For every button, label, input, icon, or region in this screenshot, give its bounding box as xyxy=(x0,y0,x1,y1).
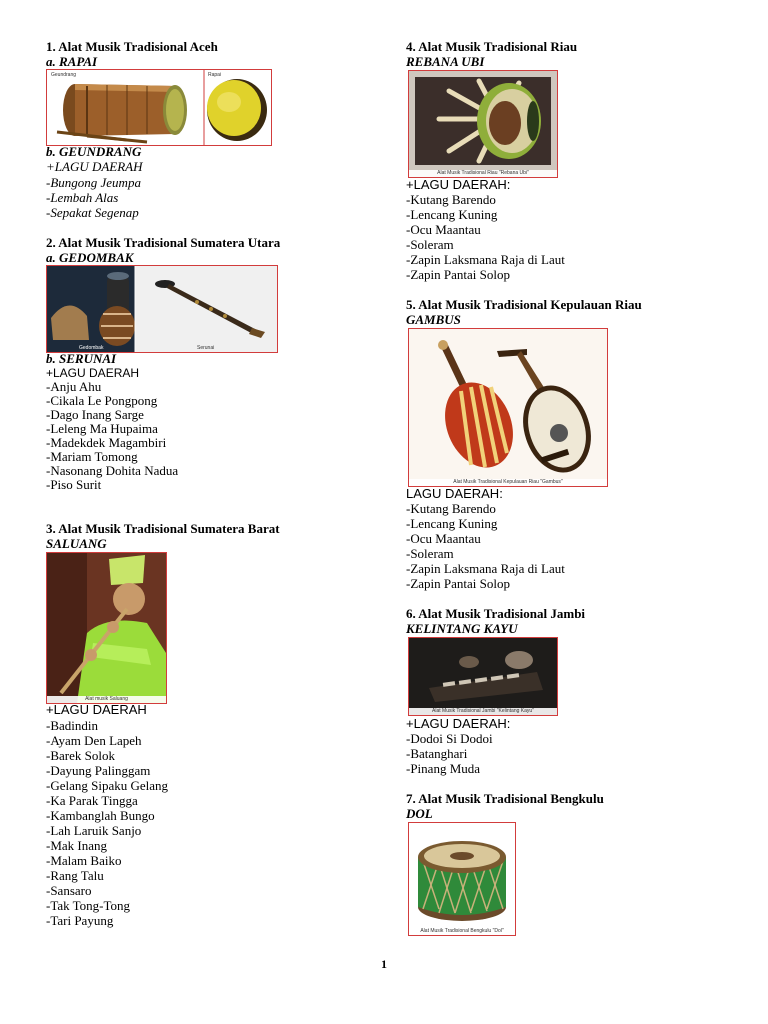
song-item: -Bungong Jeumpa xyxy=(46,175,141,190)
rebana-ubi-image xyxy=(408,70,558,178)
song-item: -Lah Laruik Sanjo xyxy=(46,823,142,838)
saluang-player-illustration xyxy=(47,553,166,703)
song-item: -Soleram xyxy=(406,546,454,561)
rebana-ubi-illustration xyxy=(409,71,557,177)
gambus-striped-shape xyxy=(433,340,525,478)
song-item: -Ocu Maantau xyxy=(406,222,481,237)
lagu-daerah-label: +LAGU DAERAH: xyxy=(406,716,511,731)
kelintang-kayu-caption: Alat Musik Tradisional Jambi "Kelintang Kayu" xyxy=(409,708,557,715)
gambus-white-shape xyxy=(497,349,599,478)
song-item: -Mak Inang xyxy=(46,838,108,853)
geundrang-drum-shape xyxy=(57,84,187,142)
song-item: -Zapin Laksmana Raja di Laut xyxy=(406,561,565,576)
lagu-daerah-label: +LAGU DAERAH xyxy=(46,159,143,174)
song-item: -Cikala Le Pongpong xyxy=(46,393,158,408)
song-item: -Zapin Pantai Solop xyxy=(406,267,510,282)
serunai-label: Serunai xyxy=(197,345,215,351)
song-item: -Ka Parak Tingga xyxy=(46,793,138,808)
song-item: -Badindin xyxy=(46,718,98,733)
section-heading-jambi: 6. Alat Musik Tradisional Jambi xyxy=(406,606,586,621)
instrument-title-gedombak: a. GEDOMBAK xyxy=(46,250,134,265)
instrument-title-rebana-ubi: REBANA UBI xyxy=(406,54,485,69)
lagu-daerah-label: +LAGU DAERAH xyxy=(46,366,140,380)
kelintang-kayu-image xyxy=(408,637,558,716)
song-item: -Zapin Laksmana Raja di Laut xyxy=(406,252,565,267)
sumatera-utara-instruments-image xyxy=(46,265,278,353)
gedombak-serunai-illustration xyxy=(47,266,277,352)
geundrang-rapai-illustration xyxy=(47,70,271,145)
song-item: -Ocu Maantau xyxy=(406,531,481,546)
song-item: -Sepakat Segenap xyxy=(46,205,139,220)
gambus-illustration xyxy=(409,329,607,486)
instrument-title-rapai: a. RAPAI xyxy=(46,54,98,69)
rapai-drum-shape xyxy=(207,79,267,141)
instrument-title-serunai: b. SERUNAI xyxy=(46,351,117,366)
gedombak-label: Gedombak xyxy=(79,345,104,351)
gambus-caption: Alat Musik Tradisional Kepulauan Riau "Gambus" xyxy=(409,479,607,486)
instrument-title-gambus: GAMBUS xyxy=(406,312,461,327)
lagu-daerah-label: LAGU DAERAH: xyxy=(406,486,503,501)
rapai-label: Rapai xyxy=(208,72,222,78)
dol-illustration xyxy=(409,823,515,935)
song-item: -Lencang Kuning xyxy=(406,207,498,222)
song-item: -Gelang Sipaku Gelang xyxy=(46,778,169,793)
song-item: -Madekdek Magambiri xyxy=(46,435,167,450)
song-item: -Rang Talu xyxy=(46,868,104,883)
song-item: -Dago Inang Sarge xyxy=(46,407,144,422)
song-item: -Ayam Den Lapeh xyxy=(46,733,142,748)
song-item: -Malam Baiko xyxy=(46,853,122,868)
section-heading-sumatera-barat: 3. Alat Musik Tradisional Sumatera Barat xyxy=(46,521,280,536)
dol-image xyxy=(408,822,516,936)
song-item: -Anju Ahu xyxy=(46,379,102,394)
song-item: -Piso Surit xyxy=(46,477,102,492)
song-item: -Leleng Ma Hupaima xyxy=(46,421,158,436)
song-item: -Mariam Tomong xyxy=(46,449,138,464)
section-heading-sumatera-utara: 2. Alat Musik Tradisional Sumatera Utara xyxy=(46,235,281,250)
song-item: -Kutang Barendo xyxy=(406,192,496,207)
rebana-ubi-drum-shape xyxy=(439,81,541,161)
section-heading-aceh: 1. Alat Musik Tradisional Aceh xyxy=(46,39,218,54)
instrument-title-saluang: SALUANG xyxy=(46,536,107,551)
instrument-title-dol: DOL xyxy=(406,806,433,821)
song-item: -Tari Payung xyxy=(46,913,114,928)
instrument-title-geundrang: b. GEUNDRANG xyxy=(46,144,142,159)
page-number: 1 xyxy=(381,957,387,971)
song-item: -Kambanglah Bungo xyxy=(46,808,155,823)
song-item: -Dodoi Si Dodoi xyxy=(406,731,493,746)
song-item: -Soleram xyxy=(406,237,454,252)
instrument-title-kelintang-kayu: KELINTANG KAYU xyxy=(406,621,518,636)
song-item: -Zapin Pantai Solop xyxy=(406,576,510,591)
song-item: -Lembah Alas xyxy=(46,190,119,205)
dol-drum-shape xyxy=(418,841,506,921)
kelintang-kayu-illustration xyxy=(409,638,557,715)
song-item: -Sansaro xyxy=(46,883,92,898)
section-heading-kepulauan-riau: 5. Alat Musik Tradisional Kepulauan Riau xyxy=(406,297,642,312)
song-item: -Nasonang Dohita Nadua xyxy=(46,463,179,478)
gambus-image xyxy=(408,328,608,487)
song-item: -Kutang Barendo xyxy=(406,501,496,516)
saluang-caption: Alat musik Saluang xyxy=(47,696,166,703)
dol-caption: Alat Musik Tradisional Bengkulu "Dol" xyxy=(409,928,515,935)
lagu-daerah-label: +LAGU DAERAH xyxy=(46,702,147,717)
geundrang-label: Geundrang xyxy=(51,72,77,78)
section-heading-riau: 4. Alat Musik Tradisional Riau xyxy=(406,39,578,54)
song-item: -Batanghari xyxy=(406,746,468,761)
section-heading-bengkulu: 7. Alat Musik Tradisional Bengkulu xyxy=(406,791,604,806)
rebana-ubi-caption: Alat Musik Tradisional Riau "Rebana Ubi" xyxy=(409,170,557,177)
song-item: -Barek Solok xyxy=(46,748,115,763)
lagu-daerah-label: +LAGU DAERAH: xyxy=(406,177,511,192)
song-item: -Tak Tong-Tong xyxy=(46,898,131,913)
saluang-image xyxy=(46,552,167,704)
aceh-instruments-image xyxy=(46,69,272,146)
song-item: -Pinang Muda xyxy=(406,761,481,776)
song-item: -Lencang Kuning xyxy=(406,516,498,531)
song-item: -Dayung Palinggam xyxy=(46,763,151,778)
